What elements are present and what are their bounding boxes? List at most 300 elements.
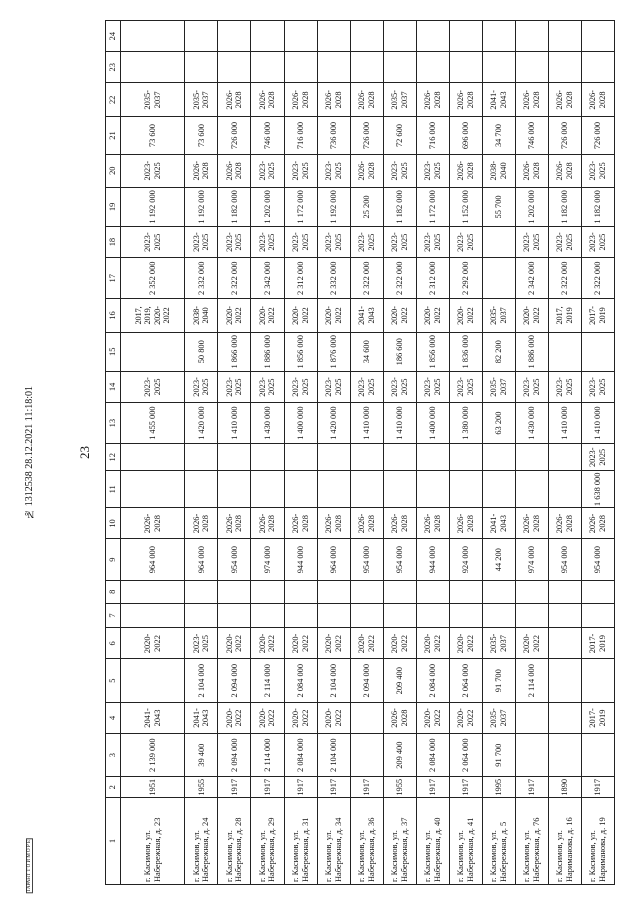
garant-seal-text: ГАРАНТ Т О И М О Р Е: [26, 839, 32, 891]
address-cell: г. Касимов, ул. Набережная, д. 29: [251, 798, 284, 885]
table-row: [383, 21, 416, 885]
table-cell: 2023-2025: [581, 154, 614, 187]
table-cell: 726 000: [548, 117, 581, 154]
table-cell: 1 400 000: [416, 402, 449, 443]
table-cell: 2017, 2019: [548, 299, 581, 332]
table-cell: 2020-2022: [284, 628, 317, 659]
table-cell: [416, 580, 449, 603]
table-cell: 1 886 000: [251, 332, 284, 371]
table-cell: 1 638 000: [581, 471, 614, 508]
table-row: [317, 21, 350, 885]
table-cell: 2 094 000: [350, 659, 383, 702]
table-cell: 1 400 000: [284, 402, 317, 443]
table-cell: 2026-2028: [317, 508, 350, 539]
table-cell: 1 152 000: [449, 187, 482, 226]
table-cell: 1 886 000: [515, 332, 548, 371]
table-cell: 2041-2043: [482, 508, 515, 539]
table-cell: 1 420 000: [317, 402, 350, 443]
table-cell: 2023-2025: [581, 227, 614, 258]
table-cell: 1 420 000: [185, 402, 218, 443]
address-cell: г. Касимов, ул. Набережная, д. 36: [350, 798, 383, 885]
table-row: [284, 21, 317, 885]
address-cell: г. Касимов, ул. Набережная, д. 5: [482, 798, 515, 885]
table-cell: [383, 471, 416, 508]
table-cell: 2026-2028: [185, 508, 218, 539]
table-cell: 2 104 000: [317, 733, 350, 776]
table-cell: 2 352 000: [121, 258, 185, 299]
table-cell: 2035-2037: [482, 299, 515, 332]
table-cell: 2035-2037: [185, 83, 218, 117]
table-cell: 1 410 000: [581, 402, 614, 443]
table-cell: 2023-2025: [317, 227, 350, 258]
column-header: 16: [106, 299, 121, 332]
table-cell: [581, 332, 614, 371]
table-cell: [515, 603, 548, 628]
header-row: [106, 21, 121, 885]
table-row: [548, 21, 581, 885]
address-cell: г. Касимов, ул. Набережная, д. 40: [416, 798, 449, 885]
table-cell: [383, 580, 416, 603]
table-row: [350, 21, 383, 885]
column-header: 14: [106, 371, 121, 402]
table-cell: 2026-2028: [581, 508, 614, 539]
table-cell: 2035-2037: [482, 628, 515, 659]
table-cell: [317, 21, 350, 52]
table-cell: 73 600: [121, 117, 185, 154]
table-cell: [317, 52, 350, 83]
table-cell: 2026-2028: [383, 702, 416, 733]
table-cell: 2 094 000: [218, 733, 251, 776]
table-cell: 1 192 000: [317, 187, 350, 226]
table-cell: [317, 444, 350, 471]
table-cell: [416, 471, 449, 508]
table-cell: 2020-2022: [317, 299, 350, 332]
table-cell: [548, 21, 581, 52]
table-cell: [251, 21, 284, 52]
table-cell: 1 410 000: [218, 402, 251, 443]
table-cell: 2038-2040: [482, 154, 515, 187]
table-cell: 2041-2043: [482, 83, 515, 117]
table-cell: 2023-2025: [581, 444, 614, 471]
table-cell: 964 000: [317, 539, 350, 580]
table-cell: 186 600: [383, 332, 416, 371]
table-cell: 974 000: [251, 539, 284, 580]
table-cell: 2026-2028: [548, 508, 581, 539]
table-cell: [449, 52, 482, 83]
table-cell: 2020-2022: [218, 702, 251, 733]
table-cell: [251, 603, 284, 628]
table-cell: [218, 444, 251, 471]
table-cell: 72 600: [383, 117, 416, 154]
table-cell: [548, 332, 581, 371]
table-cell: 1917: [515, 777, 548, 798]
table-cell: 1 192 000: [185, 187, 218, 226]
table-cell: 2023-2025: [185, 371, 218, 402]
table-cell: 1917: [218, 777, 251, 798]
table-cell: 726 000: [350, 117, 383, 154]
table-cell: 2020-2022: [284, 299, 317, 332]
table-cell: 55 700: [482, 187, 515, 226]
table-cell: [416, 603, 449, 628]
table-cell: 2026-2028: [218, 83, 251, 117]
table-cell: 2026-2028: [515, 154, 548, 187]
table-cell: 2041-2043: [185, 702, 218, 733]
table-cell: 2023-2025: [185, 227, 218, 258]
table-cell: 2023-2025: [383, 154, 416, 187]
table-cell: 2 332 000: [185, 258, 218, 299]
table-cell: 2023-2025: [449, 227, 482, 258]
address-cell: г. Касимов, ул. Набережная, д. 31: [284, 798, 317, 885]
table-cell: [383, 52, 416, 83]
table-cell: 2020-2022: [515, 628, 548, 659]
column-header: 6: [106, 628, 121, 659]
table-cell: 91 700: [482, 733, 515, 776]
table-cell: 1 182 000: [581, 187, 614, 226]
table-cell: 82 200: [482, 332, 515, 371]
table-cell: 2023-2025: [218, 227, 251, 258]
table-cell: 1 202 000: [515, 187, 548, 226]
table-cell: [350, 444, 383, 471]
table-cell: 50 800: [185, 332, 218, 371]
table-cell: [251, 52, 284, 83]
page-number: [78, 12, 92, 893]
table-cell: 2026-2028: [317, 83, 350, 117]
table-cell: 2026-2028: [350, 83, 383, 117]
table-cell: 2035-2037: [482, 371, 515, 402]
table-cell: 1917: [284, 777, 317, 798]
table-cell: 2020-2022: [218, 299, 251, 332]
table-row: [218, 21, 251, 885]
table-cell: 2020-2022: [218, 628, 251, 659]
column-header: 17: [106, 258, 121, 299]
table-cell: 1955: [185, 777, 218, 798]
table-cell: 209 400: [383, 659, 416, 702]
table-cell: [482, 52, 515, 83]
column-header: 10: [106, 508, 121, 539]
table-cell: 2023-2025: [515, 227, 548, 258]
table-cell: 2023-2025: [317, 154, 350, 187]
table-cell: 2023-2025: [548, 371, 581, 402]
table-row: [482, 21, 515, 885]
table-cell: [581, 659, 614, 702]
table-cell: 2 342 000: [251, 258, 284, 299]
table-cell: [350, 52, 383, 83]
table-cell: 716 000: [284, 117, 317, 154]
table-cell: 2 094 000: [218, 659, 251, 702]
table-cell: [515, 21, 548, 52]
column-header: 7: [106, 603, 121, 628]
table-cell: 2 332 000: [317, 258, 350, 299]
table-cell: [350, 471, 383, 508]
column-header: 4: [106, 702, 121, 733]
table-cell: [482, 258, 515, 299]
table-cell: 1 410 000: [350, 402, 383, 443]
table-cell: 2023-2025: [121, 154, 185, 187]
table-cell: 91 700: [482, 659, 515, 702]
table-cell: 2026-2028: [218, 154, 251, 187]
table-cell: 1 856 000: [416, 332, 449, 371]
table-row: [515, 21, 548, 885]
table-cell: 2017-2019: [581, 299, 614, 332]
table-frame: [105, 20, 615, 885]
data-table: [105, 20, 615, 885]
table-cell: [251, 444, 284, 471]
table-cell: 2026-2028: [548, 83, 581, 117]
column-header: 19: [106, 187, 121, 226]
table-cell: 2020-2022: [251, 628, 284, 659]
table-cell: 2020-2022: [383, 299, 416, 332]
table-cell: 2 064 000: [449, 733, 482, 776]
table-cell: [185, 580, 218, 603]
table-cell: 2 292 000: [449, 258, 482, 299]
table-cell: [121, 580, 185, 603]
table-cell: 39 400: [185, 733, 218, 776]
column-header: 5: [106, 659, 121, 702]
table-cell: 2023-2025: [383, 371, 416, 402]
table-cell: 1917: [416, 777, 449, 798]
table-cell: 2020-2022: [317, 628, 350, 659]
table-cell: 2026-2028: [350, 154, 383, 187]
table-cell: [515, 471, 548, 508]
table-cell: 1 172 000: [416, 187, 449, 226]
column-header: 11: [106, 471, 121, 508]
column-header: 12: [106, 444, 121, 471]
table-cell: 944 000: [416, 539, 449, 580]
table-cell: 2 064 000: [449, 659, 482, 702]
table-cell: 2 084 000: [416, 733, 449, 776]
table-row: [251, 21, 284, 885]
table-cell: 2023-2025: [515, 371, 548, 402]
table-cell: 2023-2025: [251, 227, 284, 258]
table-cell: 2026-2028: [251, 83, 284, 117]
table-cell: 2023-2025: [284, 227, 317, 258]
table-row: [185, 21, 218, 885]
table-cell: [482, 471, 515, 508]
table-cell: 2020-2022: [515, 299, 548, 332]
table-cell: 2 322 000: [350, 258, 383, 299]
table-cell: 2023-2025: [581, 371, 614, 402]
table-cell: [185, 444, 218, 471]
table-cell: 2 104 000: [185, 659, 218, 702]
table-cell: [449, 471, 482, 508]
table-row: [121, 21, 185, 885]
table-cell: 954 000: [218, 539, 251, 580]
table-cell: [515, 52, 548, 83]
table-cell: 2023-2025: [251, 371, 284, 402]
address-cell: г. Касимов, ул. Набережная, д. 24: [185, 798, 218, 885]
table-cell: 2026-2028: [218, 508, 251, 539]
table-cell: 2041-2043: [121, 702, 185, 733]
column-header: 2: [106, 777, 121, 798]
table-cell: [515, 580, 548, 603]
table-cell: [581, 21, 614, 52]
table-cell: 2 322 000: [218, 258, 251, 299]
table-cell: [482, 444, 515, 471]
table-cell: [121, 659, 185, 702]
column-header: 21: [106, 117, 121, 154]
table-cell: 2023-2025: [350, 227, 383, 258]
table-cell: [121, 52, 185, 83]
table-cell: 2026-2028: [449, 154, 482, 187]
table-cell: 2 312 000: [416, 258, 449, 299]
table-cell: 944 000: [284, 539, 317, 580]
table-cell: 2023-2025: [284, 371, 317, 402]
table-cell: [317, 471, 350, 508]
table-cell: 2020-2022: [284, 702, 317, 733]
table-cell: [416, 21, 449, 52]
table-cell: 1 410 000: [548, 402, 581, 443]
table-cell: [515, 702, 548, 733]
table-cell: 2035-2037: [482, 702, 515, 733]
table-cell: [449, 444, 482, 471]
table-cell: 746 000: [251, 117, 284, 154]
table-cell: 1 455 000: [121, 402, 185, 443]
address-cell: г. Касимов, ул. Нариманова, д. 16: [548, 798, 581, 885]
table-cell: 954 000: [350, 539, 383, 580]
table-cell: 34 600: [350, 332, 383, 371]
table-cell: 974 000: [515, 539, 548, 580]
garant-seal: [22, 12, 36, 893]
table-cell: 2020-2022: [449, 299, 482, 332]
table-row: [449, 21, 482, 885]
table-cell: 1 430 000: [515, 402, 548, 443]
table-cell: [284, 580, 317, 603]
table-cell: 1 182 000: [548, 187, 581, 226]
table-cell: [284, 471, 317, 508]
table-cell: 2035-2037: [121, 83, 185, 117]
table-cell: 2026-2028: [350, 508, 383, 539]
table-cell: 2026-2028: [548, 154, 581, 187]
table-cell: 2023-2025: [416, 371, 449, 402]
table-cell: 1917: [581, 777, 614, 798]
column-header: 18: [106, 227, 121, 258]
table-cell: 2023-2025: [121, 227, 185, 258]
table-cell: 2 322 000: [581, 258, 614, 299]
table-cell: 1 866 000: [218, 332, 251, 371]
table-cell: 2020-2022: [350, 628, 383, 659]
table-cell: 1 172 000: [284, 187, 317, 226]
column-header: 22: [106, 83, 121, 117]
table-cell: [121, 332, 185, 371]
table-cell: 2 114 000: [251, 659, 284, 702]
table-cell: [350, 580, 383, 603]
table-cell: 2023-2025: [350, 371, 383, 402]
table-cell: [449, 580, 482, 603]
table-cell: [218, 471, 251, 508]
table-cell: 1 182 000: [218, 187, 251, 226]
address-cell: г. Касимов, ул. Набережная, д. 34: [317, 798, 350, 885]
table-cell: 2020-2022: [449, 628, 482, 659]
table-cell: 2041-2043: [350, 299, 383, 332]
table-cell: 746 000: [515, 117, 548, 154]
address-cell: г. Касимов, ул. Набережная, д. 37: [383, 798, 416, 885]
table-cell: 924 000: [449, 539, 482, 580]
table-cell: [284, 21, 317, 52]
table-cell: 2020-2022: [251, 299, 284, 332]
table-cell: 696 000: [449, 117, 482, 154]
table-cell: 2023-2025: [317, 371, 350, 402]
column-header: 9: [106, 539, 121, 580]
table-cell: [218, 603, 251, 628]
table-cell: 726 000: [581, 117, 614, 154]
table-cell: 1955: [383, 777, 416, 798]
table-cell: [121, 603, 185, 628]
column-header: 15: [106, 332, 121, 371]
rotated-table-container: [105, 20, 615, 885]
table-cell: 954 000: [581, 539, 614, 580]
table-cell: 726 000: [218, 117, 251, 154]
table-cell: 1917: [251, 777, 284, 798]
table-cell: 1 410 000: [383, 402, 416, 443]
table-cell: [548, 702, 581, 733]
table-cell: 2026-2028: [284, 508, 317, 539]
table-cell: 2020-2022: [317, 702, 350, 733]
table-cell: [185, 603, 218, 628]
table-cell: [548, 471, 581, 508]
table-cell: [185, 471, 218, 508]
table-cell: [416, 52, 449, 83]
table-cell: 25 200: [350, 187, 383, 226]
table-cell: [383, 603, 416, 628]
table-cell: 964 000: [121, 539, 185, 580]
table-cell: 736 000: [317, 117, 350, 154]
table-cell: 1995: [482, 777, 515, 798]
table-cell: 954 000: [383, 539, 416, 580]
table-cell: 1917: [350, 777, 383, 798]
column-header: 13: [106, 402, 121, 443]
table-cell: 2026-2028: [416, 83, 449, 117]
table-cell: [121, 21, 185, 52]
table-cell: 1 202 000: [251, 187, 284, 226]
address-cell: г. Касимов, ул. Набережная, д. 23: [121, 798, 185, 885]
table-cell: 2026-2028: [416, 508, 449, 539]
table-cell: 2023-2025: [416, 227, 449, 258]
table-cell: 2 084 000: [416, 659, 449, 702]
table-cell: 1 876 000: [317, 332, 350, 371]
table-cell: 2023-2025: [251, 154, 284, 187]
table-cell: 2 114 000: [251, 733, 284, 776]
table-cell: [350, 603, 383, 628]
table-cell: [121, 471, 185, 508]
table-cell: [548, 603, 581, 628]
table-cell: 2 342 000: [515, 258, 548, 299]
table-cell: 2023-2025: [548, 227, 581, 258]
column-header: 3: [106, 733, 121, 776]
table-cell: [218, 580, 251, 603]
table-cell: 63 200: [482, 402, 515, 443]
table-cell: [350, 21, 383, 52]
table-cell: 2023-2025: [185, 628, 218, 659]
table-cell: [548, 580, 581, 603]
table-cell: [449, 21, 482, 52]
table-cell: 2023-2025: [449, 371, 482, 402]
table-cell: 2035-2037: [383, 83, 416, 117]
table-cell: 44 200: [482, 539, 515, 580]
page-number-text: 23: [77, 446, 92, 459]
table-cell: 1 836 000: [449, 332, 482, 371]
table-row: [581, 21, 614, 885]
table-cell: [515, 733, 548, 776]
table-cell: 2020-2022: [383, 628, 416, 659]
table-cell: 2026-2028: [515, 83, 548, 117]
table-cell: [482, 603, 515, 628]
table-cell: 2023-2025: [284, 154, 317, 187]
table-cell: 2026-2028: [449, 508, 482, 539]
table-cell: 2 104 000: [317, 659, 350, 702]
table-cell: 2017-2019: [581, 628, 614, 659]
table-cell: 1 856 000: [284, 332, 317, 371]
table-cell: 716 000: [416, 117, 449, 154]
